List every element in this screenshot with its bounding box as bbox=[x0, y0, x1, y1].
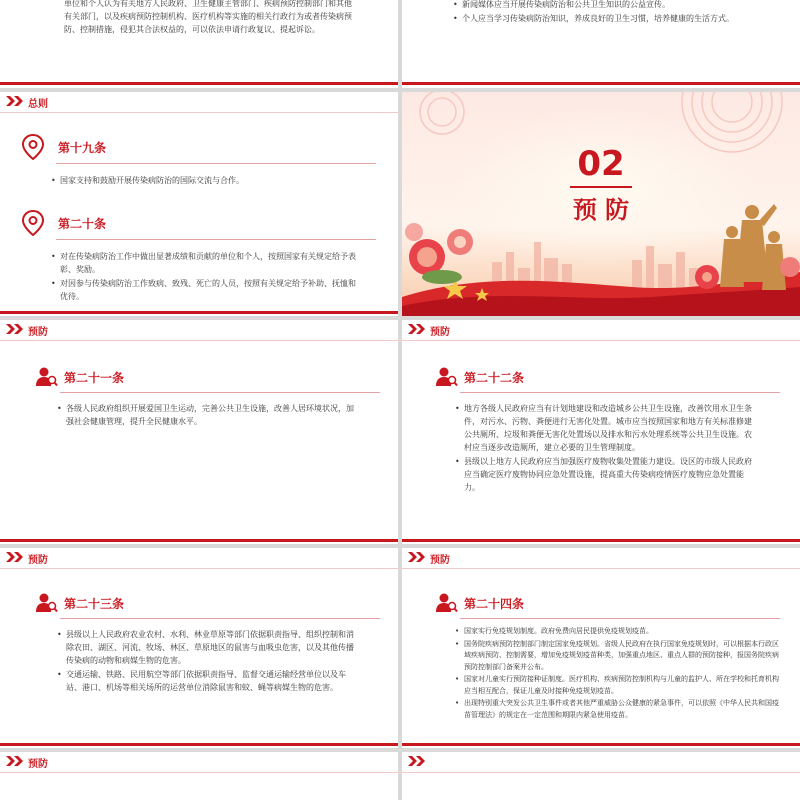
list-item: • 国家实行免疫规划制度。政府免费向居民提供免疫规划疫苗。 bbox=[454, 626, 780, 638]
article-19-heading bbox=[22, 134, 106, 160]
slide-5 bbox=[0, 320, 398, 544]
slide-header-title: 总则 bbox=[28, 99, 48, 110]
article-title: 第二十四条 bbox=[464, 596, 525, 611]
location-pin-icon bbox=[22, 134, 44, 160]
slide-8 bbox=[402, 548, 800, 748]
slide-header bbox=[0, 548, 398, 566]
chevron-right-icon bbox=[408, 552, 426, 562]
section-number: 02 bbox=[577, 144, 625, 184]
list-item: • 地方各级人民政府应当有计划地建设和改造城乡公共卫生设施，改善饮用水卫生条件，对污水、污物、粪便进行无害化处置。城市应当按照国家和地方有关标准修建公共厕所、垃圾和粪便无害化处置场以及排水和污水处理系统等公共卫生设施。农村应当逐步改造厕所，建立必要的卫生管理制度。 bbox=[454, 402, 754, 454]
list-item: • 对在传染病防治工作中做出显著成绩和贡献的单位和个人，按照国家有关规定给予表彰、奖励。 bbox=[50, 250, 362, 276]
slide-header-title: 预防 bbox=[28, 327, 48, 338]
slide-header bbox=[402, 752, 800, 770]
slide-header bbox=[0, 320, 398, 338]
slide-2-list bbox=[452, 0, 752, 26]
slide-1 bbox=[0, 0, 398, 88]
list-item: • 个人应当学习传染病防治知识，养成良好的卫生习惯，培养健康的生活方式。 bbox=[452, 12, 752, 25]
list-item: • 出现特别重大突发公共卫生事件或者其他严重威胁公众健康的紧急事件，可以依照《中华人民共和国疫苗管理法》的规定在一定范围和期限内紧急使用疫苗。 bbox=[454, 698, 780, 721]
divider bbox=[460, 618, 780, 619]
slide-4-section-cover bbox=[402, 92, 800, 316]
divider bbox=[60, 618, 380, 619]
slide-10 bbox=[402, 752, 800, 800]
list-item: • 县级以上地方人民政府应当加强医疗废物收集处置能力建设。设区的市级人民政府应当确定医疗废物协同应急处置设施，提高重大传染病疫情医疗废物应急处置能力。 bbox=[454, 455, 754, 494]
article-title: 第二十一条 bbox=[64, 370, 125, 385]
article-19-list bbox=[50, 174, 370, 188]
person-search-icon bbox=[36, 592, 58, 614]
article-20-list bbox=[50, 250, 362, 304]
article-21-list bbox=[56, 402, 356, 429]
divider bbox=[460, 392, 780, 393]
divider bbox=[56, 239, 376, 240]
article-24-heading bbox=[436, 592, 524, 614]
slide-header bbox=[402, 320, 800, 338]
chevron-right-icon bbox=[408, 756, 426, 766]
list-item: • 国务院疾病预防控制部门制定国家免疫规划。省级人民政府在执行国家免疫规划时，可以根据本行政区域疾病预防、控制需要，增加免疫规划疫苗种类，加强重点地区、重点人群的预防接种，报国务院疾病预防控制部门备案并公布。 bbox=[454, 639, 780, 674]
person-search-icon bbox=[36, 366, 58, 388]
article-title: 第二十条 bbox=[58, 216, 107, 231]
slide-footer-line bbox=[0, 743, 398, 746]
slide-9 bbox=[0, 752, 398, 800]
slide-6 bbox=[402, 320, 800, 544]
chevron-right-icon bbox=[6, 96, 24, 106]
list-item: • 国家支持和鼓励开展传染病防治的国际交流与合作。 bbox=[50, 174, 370, 187]
article-21-heading bbox=[36, 366, 124, 388]
slide-header bbox=[402, 548, 800, 566]
slide-footer-line bbox=[402, 539, 800, 542]
list-item: • 交通运输、铁路、民用航空等部门依据职责指导、监督交通运输经营单位以及车站、港口、机场等相关场所的运营单位消除鼠害和蚊、蝇等病媒生物的危害。 bbox=[56, 668, 356, 694]
list-item: • 对因参与传染病防治工作致病、致残、死亡的人员，按照有关规定给予补助、抚恤和优待。 bbox=[50, 277, 362, 303]
divider bbox=[56, 163, 376, 164]
slide-header-title: 预防 bbox=[430, 327, 450, 338]
slide-header bbox=[0, 752, 398, 770]
slide-footer-line bbox=[0, 311, 398, 314]
section-title: 预 防 bbox=[572, 196, 630, 224]
slide-footer-line bbox=[402, 82, 800, 85]
slide-1-text: 单位和个人认为有关地方人民政府、卫生健康主管部门、疾病预防控制部门和其他有关部门，以及疾病预防控制机构、医疗机构等实施的相关行政行为或者传染病预防、控制措施，侵犯其合法权益的，可以依法申请行政复议、提起诉讼。 bbox=[64, 0, 352, 34]
slide-2 bbox=[402, 0, 800, 88]
chevron-right-icon bbox=[6, 552, 24, 562]
slide-footer-line bbox=[402, 743, 800, 746]
list-item: • 国家对儿童实行预防接种证制度。医疗机构、疾病预防控制机构与儿童的监护人、所在学校和托育机构应当相互配合，保证儿童及时接种免疫规划疫苗。 bbox=[454, 674, 780, 697]
location-pin-icon bbox=[22, 210, 44, 236]
slide-7 bbox=[0, 548, 398, 748]
slide-footer-line bbox=[0, 82, 398, 85]
slide-footer-line bbox=[0, 539, 398, 542]
divider bbox=[60, 392, 380, 393]
slide-header-title: 预防 bbox=[28, 555, 48, 566]
article-20-heading bbox=[22, 210, 106, 236]
article-24-list bbox=[454, 626, 780, 722]
article-title: 第十九条 bbox=[58, 140, 107, 155]
article-title: 第二十二条 bbox=[464, 370, 525, 385]
slide-3 bbox=[0, 92, 398, 316]
list-item: • 县级以上人民政府农业农村、水利、林业草原等部门依据职责指导、组织控制和消除农田、湖区、河流、牧场、林区、草原地区的鼠害与血吸虫危害，以及其他传播传染病的动物和病媒生物的危害。 bbox=[56, 628, 356, 667]
person-search-icon bbox=[436, 366, 458, 388]
list-item: • 各级人民政府组织开展爱国卫生运动，完善公共卫生设施，改善人居环境状况，加强社会健康管理，提升全民健康水平。 bbox=[56, 402, 356, 428]
section-divider-line bbox=[570, 186, 632, 188]
article-23-heading bbox=[36, 592, 124, 614]
chevron-right-icon bbox=[408, 324, 426, 334]
list-item: • 新闻媒体应当开展传染病防治和公共卫生知识的公益宣传。 bbox=[452, 0, 752, 11]
slide-header-title: 预防 bbox=[430, 555, 450, 566]
article-22-heading bbox=[436, 366, 524, 388]
article-title: 第二十三条 bbox=[64, 596, 125, 611]
article-23-list bbox=[56, 628, 356, 695]
slide-header-title: 预防 bbox=[28, 759, 48, 770]
person-search-icon bbox=[436, 592, 458, 614]
chevron-right-icon bbox=[6, 756, 24, 766]
chevron-right-icon bbox=[6, 324, 24, 334]
article-22-list bbox=[454, 402, 754, 495]
slide-header bbox=[0, 92, 398, 110]
